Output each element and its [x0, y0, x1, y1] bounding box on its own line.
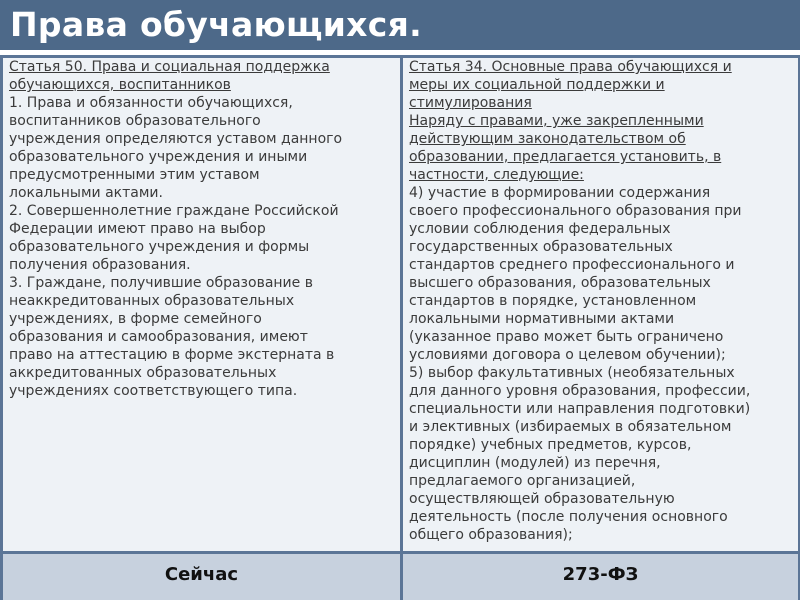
- text-line: государственных образовательных: [409, 239, 673, 255]
- text-line: образовательного учреждения и иными: [9, 149, 308, 165]
- text-line: предусмотренными этим уставом: [9, 167, 260, 183]
- article-heading-line: частности, следующие:: [409, 167, 584, 183]
- text-line: Федерации имеют право на выбор: [9, 221, 266, 237]
- title-bar: [0, 0, 800, 50]
- text-line: предлагаемого организацией,: [409, 473, 636, 489]
- text-line: и элективных (избираемых в обязательном: [409, 419, 732, 435]
- text-line: 1. Права и обязанности обучающихся,: [9, 95, 293, 111]
- article-heading-line: стимулирования: [409, 95, 532, 111]
- footer-current-cell: [3, 554, 400, 600]
- text-line: специальности или направления подготовки): [409, 401, 751, 417]
- text-line: 2. Совершеннолетние граждане Российской: [9, 203, 339, 219]
- article-heading-line: Статья 50. Права и социальная поддержка: [9, 59, 330, 75]
- text-line: стандартов среднего профессионального и: [409, 257, 735, 273]
- text-line: дисциплин (модулей) из перечня,: [409, 455, 661, 471]
- text-line: 3. Граждане, получившие образование в: [9, 275, 313, 291]
- text-line: образовательного учреждения и формы: [9, 239, 310, 255]
- text-line: своего профессионального образования при: [409, 203, 742, 219]
- text-line: аккредитованных образовательных: [9, 365, 277, 381]
- current-law-cell: [3, 58, 400, 551]
- text-line: условии соблюдения федеральных: [409, 221, 671, 237]
- text-line: учреждения определяются уставом данного: [9, 131, 343, 147]
- text-line: высшего образования, образовательных: [409, 275, 711, 291]
- article-heading-line: обучающихся, воспитанников: [9, 77, 231, 93]
- article-heading-line: действующим законодательством об: [409, 131, 686, 147]
- text-line: порядке) учебных предметов, курсов,: [409, 437, 692, 453]
- text-line: для данного уровня образования, профессии,: [409, 383, 751, 399]
- text-line: воспитанников образовательного: [9, 113, 261, 129]
- text-line: (указанное право может быть ограничено: [409, 329, 724, 345]
- text-line: право на аттестацию в форме экстерната в: [9, 347, 335, 363]
- footer-current-label: Сейчас: [164, 564, 239, 585]
- text-line: деятельность (после получения основного: [409, 509, 728, 525]
- text-line: условиями договора о целевом обучении);: [409, 347, 726, 363]
- comparison-table: [0, 55, 800, 600]
- page-title: Права обучающихся.: [10, 5, 422, 44]
- footer-new-law-cell: [403, 554, 798, 600]
- current-law-text: [9, 58, 342, 400]
- article-heading-line: Статья 34. Основные права обучающихся и: [409, 59, 732, 75]
- article-heading-line: образовании, предлагается установить, в: [409, 149, 722, 165]
- text-line: неаккредитованных образовательных: [9, 293, 295, 309]
- text-line: учреждениях соответствующего типа.: [9, 383, 298, 399]
- text-line: общего образования);: [409, 527, 573, 543]
- article-heading-line: Наряду с правами, уже закрепленными: [409, 113, 704, 129]
- text-line: получения образования.: [9, 257, 191, 273]
- article-heading-line: меры их социальной поддержки и: [409, 77, 665, 93]
- text-line: 4) участие в формировании содержания: [409, 185, 711, 201]
- text-line: учреждениях, в форме семейного: [9, 311, 262, 327]
- text-line: образования и самообразования, имеют: [9, 329, 308, 345]
- text-line: 5) выбор факультативных (необязательных: [409, 365, 735, 381]
- text-line: локальными нормативными актами: [409, 311, 675, 327]
- new-law-text: [409, 58, 750, 544]
- text-line: стандартов в порядке, установленном: [409, 293, 697, 309]
- text-line: локальными актами.: [9, 185, 163, 201]
- text-line: осуществляющей образовательную: [409, 491, 675, 507]
- new-law-cell: [403, 58, 798, 551]
- footer-new-law-label: 273-ФЗ: [562, 564, 639, 585]
